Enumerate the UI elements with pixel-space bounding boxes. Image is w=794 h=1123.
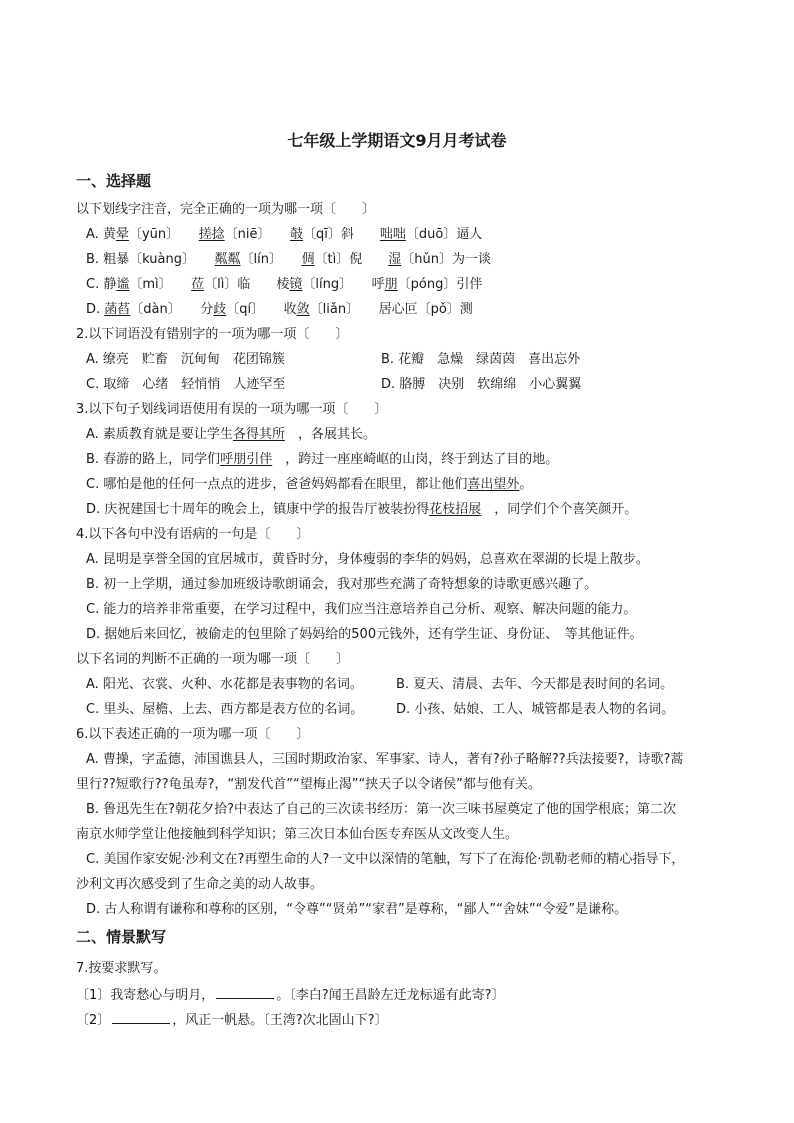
q2-option-b: B. 花瓣 急燥 绿茵茵 喜出忘外 xyxy=(381,352,581,367)
q3-option-c: C. 哪怕是他的任何一点点的进步，爸爸妈妈都看在眼里，都让他们喜出望外。 xyxy=(86,477,533,492)
q5-option-a: A. 阳光、衣裳、火种、水花都是表事物的名词。 xyxy=(86,677,363,692)
q2-option-a: A. 缭亮 贮畜 沉甸甸 花团锦簇 xyxy=(86,352,285,367)
q5-option-d: D. 小孩、姑娘、工人、城管都是表人物的名词。 xyxy=(396,702,675,717)
q5-stem: 以下名词的判断不正确的一项为哪一项〔 〕 xyxy=(76,652,350,667)
q6-stem: 6.以下表述正确的一项为哪一项〔 〕 xyxy=(76,727,310,742)
q6-option-b-line2: 南京水师学堂让他接触到科学知识；第三次日本仙台医专弃医从文改变人生。 xyxy=(76,827,519,842)
q6-option-d: D. 古人称谓有谦称和尊称的区别，“令尊”“贤弟”“家君”是尊称，“鄙人”“舍妹”“令爱”是谦称。 xyxy=(86,902,628,917)
section-heading-choice: 一、选择题 xyxy=(76,172,152,190)
page-title: 七年级上学期语文9月月考试卷 xyxy=(287,131,507,150)
q2-stem: 2.以下词语没有错别字的一项为哪一项〔 〕 xyxy=(76,327,349,342)
q4-option-d: D. 据她后来回忆，被偷走的包里除了妈妈给的500元钱外，还有学生证、身份证、 等其他证件。 xyxy=(86,627,643,642)
answer-blank[interactable] xyxy=(216,985,274,999)
q1-stem: 以下划线字注音，完全正确的一项为哪一项〔 〕 xyxy=(76,202,376,217)
q5-option-c: C. 里头、屋檐、上去、西方都是表方位的名词。 xyxy=(86,702,364,717)
q6-option-c-line2: 沙利文再次感受到了生命之美的动人故事。 xyxy=(76,877,324,892)
q7-item-1: 〔1〕我寄愁心与明月， 。〔李白?闻王昌龄左迁龙标遥有此寄?〕 xyxy=(76,985,505,1005)
q1-option-a: A. 黄晕〔yūn〕 搓捻〔niē〕 攲〔qī〕斜 咄咄〔duō〕逼人 xyxy=(86,227,483,242)
q6-option-c-line1: C. 美国作家安妮·沙利文在?再塑生命的人?一文中以深情的笔触，写下了在海伦·凯勒老师的精心指导下， xyxy=(86,852,685,867)
q7-item-2: 〔2〕 ，风正一帆悬。〔王湾?次北固山下?〕 xyxy=(76,1010,388,1030)
q3-option-a: A. 素质教育就是要让学生各得其所 ，各展其长。 xyxy=(86,427,376,442)
answer-blank[interactable] xyxy=(112,1010,170,1024)
q1-option-d: D. 菡萏〔dàn〕 分歧〔qí〕 收敛〔liǎn〕 居心叵〔pǒ〕测 xyxy=(86,302,473,317)
q3-option-b: B. 春游的路上，同学们呼朋引伴 ，跨过一座座崎岖的山岗，终于到达了目的地。 xyxy=(86,452,559,467)
q4-option-b: B. 初一上学期，通过参加班级诗歌朗诵会，我对那些充满了奇特想象的诗歌更感兴趣了。 xyxy=(86,577,598,592)
q6-option-a-line2: 里行??短歌行??龟虽寿?，“割发代首”“望梅止渴”“挟天子以令诸侯”都与他有关。 xyxy=(76,777,541,792)
q4-option-a: A. 昆明是享誉全国的宜居城市，黄昏时分，身体瘦弱的李华的妈妈，总喜欢在翠湖的长堤上散步。 xyxy=(86,552,649,567)
q6-option-a-line1: A. 曹操，字孟德，沛国谯县人，三国时期政治家、军事家、诗人，著有?孙子略解??兵法接要?，诗歌?蒿 xyxy=(86,752,684,767)
q7-stem: 7.按要求默写。 xyxy=(76,961,167,976)
section-heading-dictation: 二、情景默写 xyxy=(76,928,167,946)
q6-option-b-line1: B. 鲁迅先生在?朝花夕拾?中表达了自己的三次读书经历：第一次三味书屋奠定了他的国学根底；第二次 xyxy=(86,802,676,817)
q1-option-c: C. 静谧〔mì〕 莅〔lì〕临 棱镜〔líng〕 呼朋〔póng〕引伴 xyxy=(86,277,483,292)
q3-stem: 3.以下句子划线词语使用有误的一项为哪一项〔 〕 xyxy=(76,402,388,417)
q2-option-d: D. 胳膊 决别 软绵绵 小心翼翼 xyxy=(381,377,582,392)
q3-option-d: D. 庆祝建国七十周年的晚会上，镇康中学的报告厅被装扮得花枝招展 ，同学们个个喜笑颜开。 xyxy=(86,502,638,517)
q4-stem: 4.以下各句中没有语病的一句是〔 〕 xyxy=(76,527,310,542)
q5-option-b: B. 夏天、清晨、去年、今天都是表时间的名词。 xyxy=(396,677,674,692)
q4-option-c: C. 能力的培养非常重要，在学习过程中，我们应当注意培养自己分析、观察、解决问题的能力。 xyxy=(86,602,637,617)
q2-option-c: C. 取缔 心绪 轻悄悄 人迹罕至 xyxy=(86,377,286,392)
q1-option-b: B. 粗暴〔kuàng〕 粼粼〔lín〕 倜〔tì〕倪 湿〔hǔn〕为一谈 xyxy=(86,252,491,267)
